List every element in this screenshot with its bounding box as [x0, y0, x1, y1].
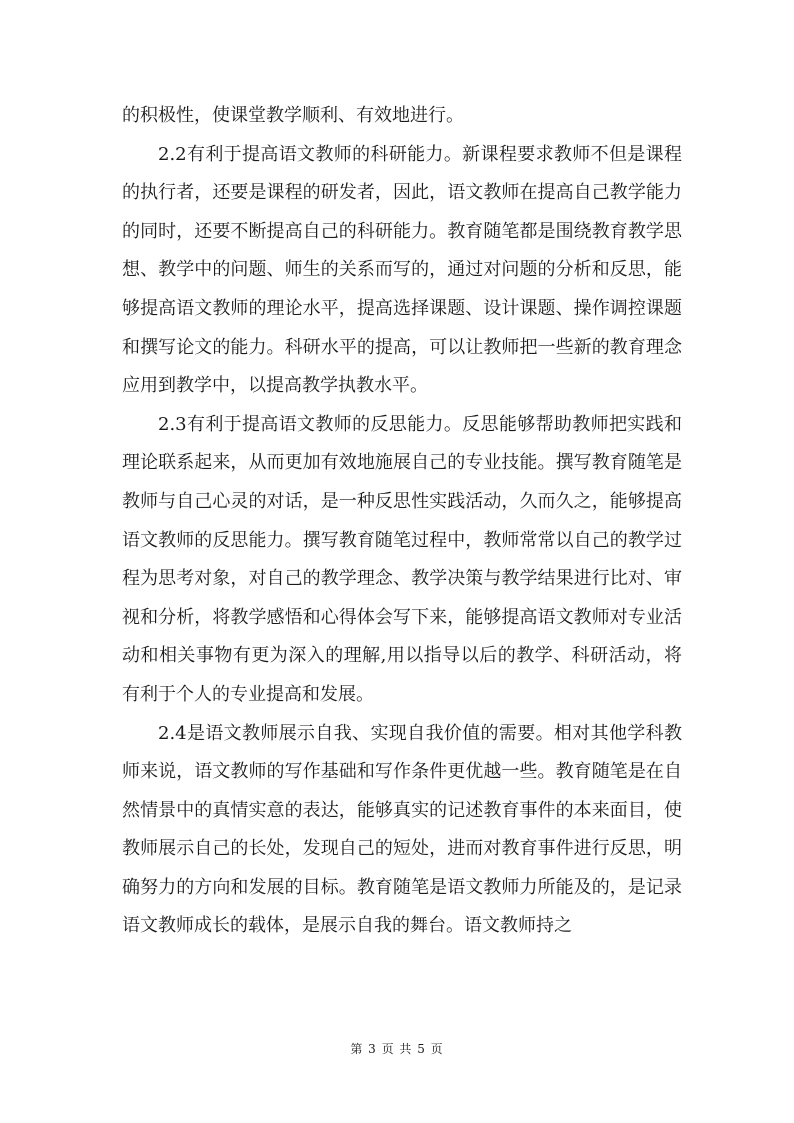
- paragraph-2-4: 2.4是语文教师展示自我、实现自我价值的需要。相对其他学科教师来说，语文教师的写作基础和写作条件更优越一些。教育随笔是在自然情景中的真情实意的表达，能够真实的记述教育事件的本来面目，使教师展示自己的长处，发现自己的短处，进而对教育事件进行反思，明确努力的方向和发展的目标。教育随笔是语文教师力所能及的，是记录语文教师成长的载体，是展示自我的舞台。语文教师持之: [122, 722, 682, 937]
- paragraph-2-3: 2.3有利于提高语文教师的反思能力。反思能够帮助教师把实践和理论联系起来，从而更加有效地施展自己的专业技能。撰写教育随笔是教师与自己心灵的对话，是一种反思性实践活动，久而久之，能够提高语文教师的反思能力。撰写教育随笔过程中，教师常常以自己的教学过程为思考对象，对自己的教学理念、教学决策与教学结果进行比对、审视和分析，将教学感悟和心得体会写下来，能够提高语文教师对专业活动和相关事物有更为深入的理解,用以指导以后的教学、科研活动，将有利于个人的专业提高和发展。: [122, 413, 682, 705]
- document-body: [122, 97, 682, 946]
- page-number-footer: 第 3 页 共 5 页: [350, 1042, 444, 1056]
- paragraph-2-2: 2.2有利于提高语文教师的科研能力。新课程要求教师不但是课程的执行者，还要是课程的研发者，因此，语文教师在提高自己教学能力的同时，还要不断提高自己的科研能力。教育随笔都是围绕教育教学思想、教学中的问题、师生的关系而写的，通过对问题的分析和反思，能够提高语文教师的理论水平，提高选择课题、设计课题、操作调控课题和撰写论文的能力。科研水平的提高，可以让教师把一些新的教育理念应用到教学中，以提高教学执教水平。: [122, 143, 682, 397]
- paragraph-continuation: 的积极性，使课堂教学顺利、有效地进行。: [122, 105, 464, 126]
